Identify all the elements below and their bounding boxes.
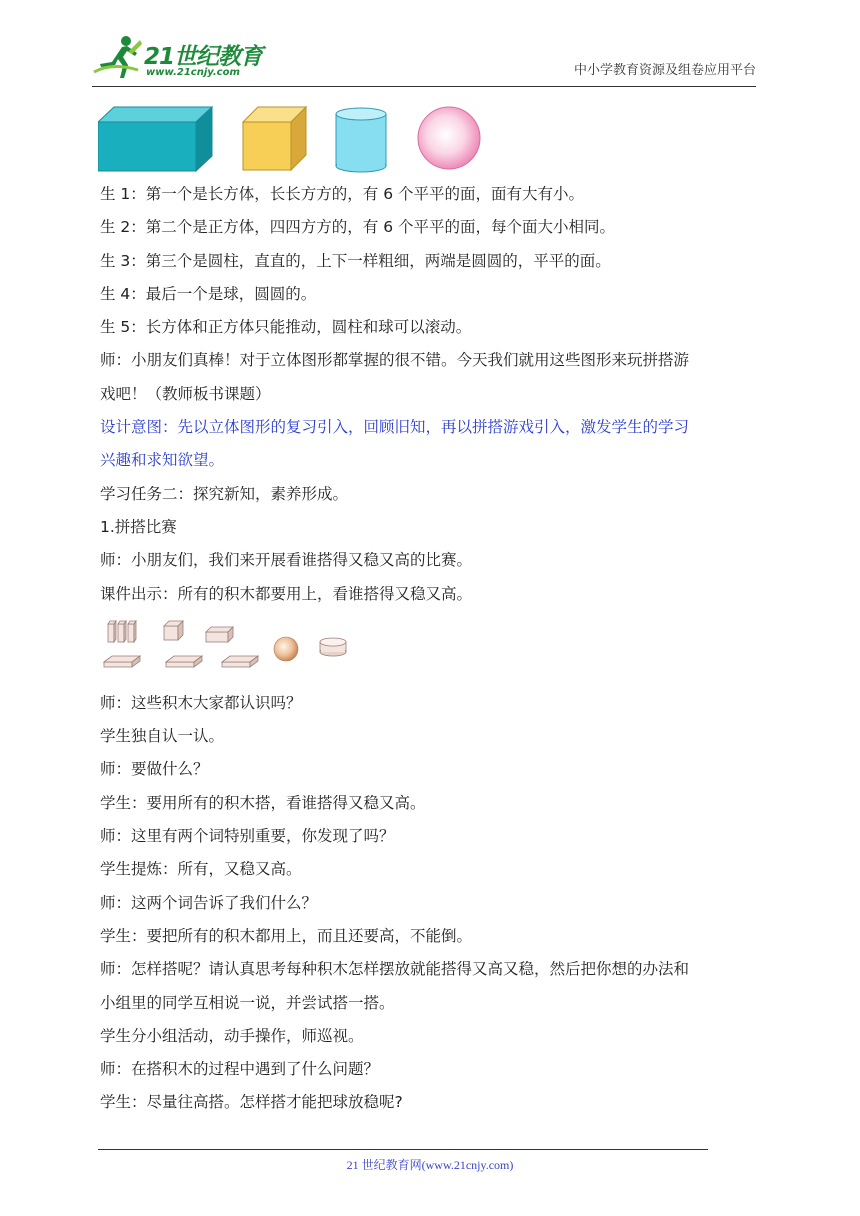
logo-url: www.21cnjy.com — [146, 67, 240, 78]
text-line: 师：要做什么？ — [100, 760, 209, 779]
design-intent-line: 设计意图：先以立体图形的复习引入，回顾旧知，再以拼搭游戏引入，激发学生的学习 — [100, 418, 690, 437]
text-line: 师：小朋友们真棒！对于立体图形都掌握的很不错。今天我们就用这些图形来玩拼搭游 — [100, 351, 690, 370]
text-line: 课件出示：所有的积木都要用上，看谁搭得又稳又高。 — [100, 584, 473, 603]
text-line: 戏吧！（教师板书课题） — [100, 384, 271, 403]
logo-text: 21世纪教育 — [144, 44, 263, 70]
design-intent-line: 兴趣和求知欲望。 — [100, 451, 225, 470]
text-line: 生 4：最后一个是球，圆圆的。 — [100, 284, 317, 303]
page-footer[interactable]: 21 世纪教育网(www.21cnjy.com) — [346, 1158, 514, 1172]
header-divider — [92, 86, 756, 87]
ball-icon — [274, 637, 298, 661]
flat-board-icon — [104, 656, 258, 667]
footer-divider — [98, 1149, 708, 1150]
text-line: 生 2：第二个是正方体，四四方方的，有 6 个平平的面，每个面大小相同。 — [100, 218, 616, 237]
text-line: 小组里的同学互相说一说，并尝试搭一搭。 — [100, 993, 395, 1012]
text-line: 生 1：第一个是长方体，长长方方的，有 6 个平平的面，面有大有小。 — [100, 185, 585, 203]
cube-block-icon — [164, 621, 183, 640]
text-line: 学生：要用所有的积木搭，看谁搭得又稳又高。 — [100, 793, 426, 812]
sphere-icon — [418, 107, 480, 169]
text-line: 师：这两个词告诉了我们什么？ — [100, 893, 318, 912]
text-line: 师：怎样搭呢？请认真思考每种积木怎样摆放就能搭得又高又稳，然后把你想的办法和 — [100, 960, 690, 979]
text-line: 师：小朋友们，我们来开展看谁搭得又稳又高的比赛。 — [100, 551, 473, 570]
page-header — [92, 28, 756, 88]
text-line: 师：在搭积木的过程中遇到了什么问题？ — [100, 1060, 380, 1079]
text-line: 师：这里有两个词特别重要，你发现了吗？ — [100, 827, 395, 846]
text-line: 师：这些积木大家都认识吗？ — [100, 693, 302, 712]
task-heading: 学习任务二：探究新知，素养形成。 — [100, 484, 349, 503]
section-heading: 1.拼搭比赛 — [100, 517, 177, 536]
solid-shapes-figure — [98, 104, 498, 176]
runner-logo-icon — [92, 32, 144, 80]
text-line: 学生：尽量往高搭。怎样搭才能把球放稳呢? — [100, 1093, 403, 1112]
short-cylinder-icon — [320, 638, 346, 656]
text-line: 学生分小组活动，动手操作，师巡视。 — [100, 1026, 364, 1045]
building-blocks-figure — [100, 618, 360, 674]
text-line: 学生独自认一认。 — [100, 727, 225, 746]
small-cuboid-icon — [206, 627, 233, 642]
text-line: 生 3：第三个是圆柱，直直的，上下一样粗细，两端是圆圆的，平平的面。 — [100, 251, 611, 270]
text-line: 学生：要把所有的积木都用上，而且还要高，不能倒。 — [100, 926, 473, 945]
cube-icon — [243, 107, 306, 170]
text-line: 学生提炼：所有，又稳又高。 — [100, 860, 302, 879]
text-line: 生 5：长方体和正方体只能推动，圆柱和球可以滚动。 — [100, 318, 472, 337]
site-logo[interactable] — [92, 32, 262, 84]
platform-name: 中小学教育资源及组卷应用平台 — [573, 63, 756, 78]
rectangular-blocks-icon — [108, 621, 136, 642]
cuboid-icon — [98, 107, 212, 171]
cylinder-icon — [336, 108, 386, 172]
